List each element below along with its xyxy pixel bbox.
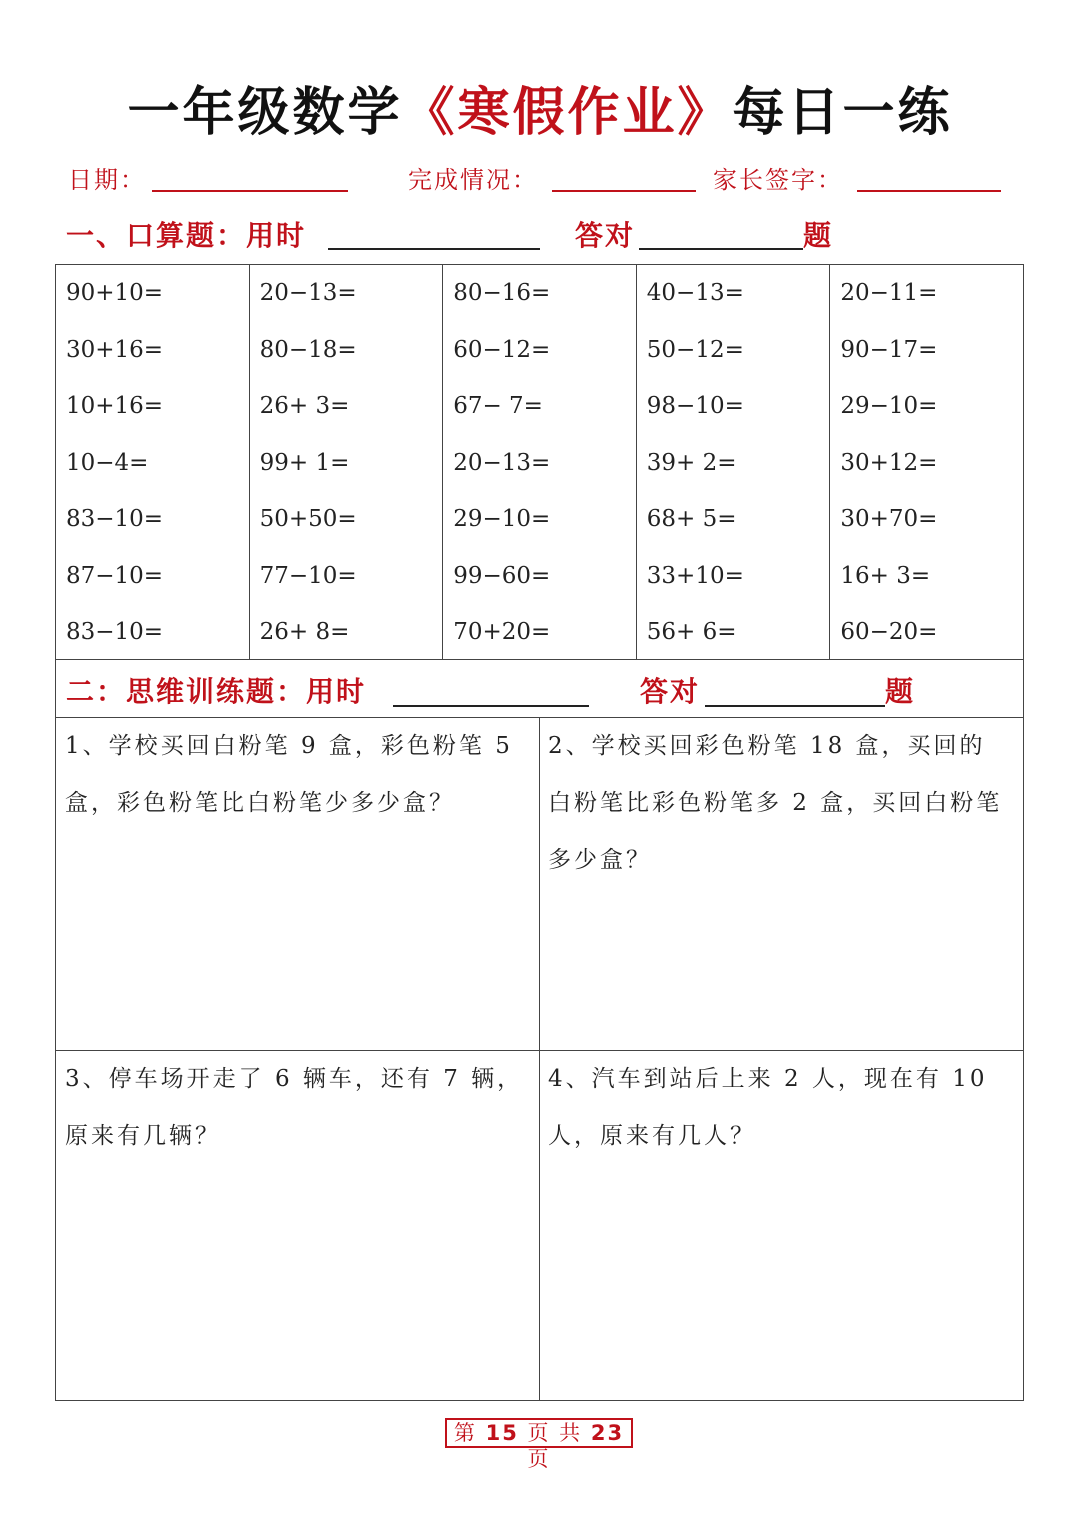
- arithmetic-item: 20−13=: [453, 449, 551, 476]
- section2-unit: 题: [885, 675, 916, 708]
- section1-time-field[interactable]: [328, 248, 540, 250]
- arithmetic-item: 60−12=: [453, 336, 551, 363]
- arithmetic-item: 77−10=: [259, 562, 357, 589]
- section1-unit: 题: [803, 219, 834, 252]
- arithmetic-column: [56, 265, 250, 659]
- arithmetic-item: 80−16=: [453, 280, 551, 306]
- arithmetic-item: 26+ 3=: [259, 393, 350, 419]
- arithmetic-column: [637, 265, 831, 659]
- section2-correct-field[interactable]: [705, 705, 885, 707]
- arithmetic-item: 90+10=: [66, 280, 164, 306]
- arithmetic-item: 10+16=: [66, 393, 164, 419]
- arithmetic-item: 30+12=: [840, 449, 938, 476]
- word-problem-4: 4、汽车到站后上来 2 人，现在有 10 人，原来有几人？: [548, 1066, 988, 1149]
- arithmetic-item: 29−10=: [840, 393, 938, 419]
- arithmetic-item: 30+16=: [66, 336, 164, 363]
- arithmetic-item: 56+ 6=: [646, 619, 737, 645]
- arithmetic-item: 20−11=: [840, 280, 938, 306]
- arithmetic-item: 99−60=: [453, 562, 551, 589]
- arithmetic-item: 50−12=: [646, 336, 744, 363]
- arithmetic-item: 83−10=: [66, 619, 164, 645]
- arithmetic-item: 70+20=: [453, 619, 551, 645]
- arithmetic-item: 29−10=: [453, 506, 551, 532]
- arithmetic-item: 30+70=: [840, 506, 938, 532]
- section2-time-field[interactable]: [393, 705, 589, 707]
- arithmetic-item: 20−13=: [259, 280, 357, 306]
- arithmetic-item: 40−13=: [646, 280, 744, 306]
- arithmetic-item: 90−17=: [840, 336, 938, 363]
- arithmetic-item: 99+ 1=: [259, 449, 350, 476]
- section1-heading: 一、口算题：用时: [66, 219, 307, 252]
- arithmetic-item: 67− 7=: [453, 393, 543, 419]
- parent-signature-label: 家长签字：: [713, 166, 843, 194]
- arithmetic-column: [830, 265, 1023, 659]
- arithmetic-item: 68+ 5=: [646, 506, 737, 532]
- arithmetic-item: 10−4=: [66, 449, 149, 476]
- page-indicator: [445, 1418, 633, 1471]
- arithmetic-item: 83−10=: [66, 506, 164, 532]
- page-middle: 页 共: [527, 1421, 583, 1445]
- word-problem-3: 3、停车场开走了 6 辆车，还有 7 辆，原来有几辆？: [65, 1066, 524, 1149]
- arithmetic-item: 33+10=: [646, 562, 744, 589]
- page-prefix: 第: [453, 1421, 477, 1445]
- arithmetic-item: 98−10=: [646, 393, 744, 419]
- page-number: 15: [485, 1421, 519, 1445]
- arithmetic-item: 39+ 2=: [646, 449, 737, 476]
- arithmetic-item: 60−20=: [840, 619, 938, 645]
- word-problem-1: 1、学校买回白粉笔 9 盒，彩色粉笔 5 盒，彩色粉笔比白粉笔少多少盒？: [65, 733, 513, 816]
- page-title: [0, 70, 1080, 145]
- section2-heading: 二：思维训练题：用时: [66, 675, 367, 708]
- page-suffix: 页: [527, 1447, 551, 1471]
- word-problem-2: 2、学校买回彩色粉笔 18 盒，买回的白粉笔比彩色粉笔多 2 盒，买回白粉笔多少盒？: [548, 733, 1003, 873]
- arithmetic-item: 87−10=: [66, 562, 164, 589]
- arithmetic-item: 16+ 3=: [840, 562, 931, 589]
- section1-correct-field[interactable]: [639, 248, 803, 250]
- section1-correct-label: 答对: [575, 219, 636, 252]
- title-part2: 《寒假作业》: [402, 83, 733, 143]
- arithmetic-column: [250, 265, 444, 659]
- title-part3: 每日一练: [732, 83, 953, 143]
- section2-correct-label: 答对: [640, 675, 701, 708]
- arithmetic-column: [443, 265, 637, 659]
- date-label: 日期：: [68, 166, 146, 194]
- page-total: 23: [590, 1421, 625, 1445]
- arithmetic-item: 80−18=: [259, 336, 357, 363]
- title-part1: 一年级数学: [127, 83, 403, 143]
- arithmetic-grid: [55, 264, 1024, 660]
- divider: [539, 717, 540, 1400]
- status-label: 完成情况：: [408, 166, 538, 194]
- arithmetic-item: 50+50=: [259, 506, 357, 532]
- arithmetic-item: 26+ 8=: [259, 619, 350, 645]
